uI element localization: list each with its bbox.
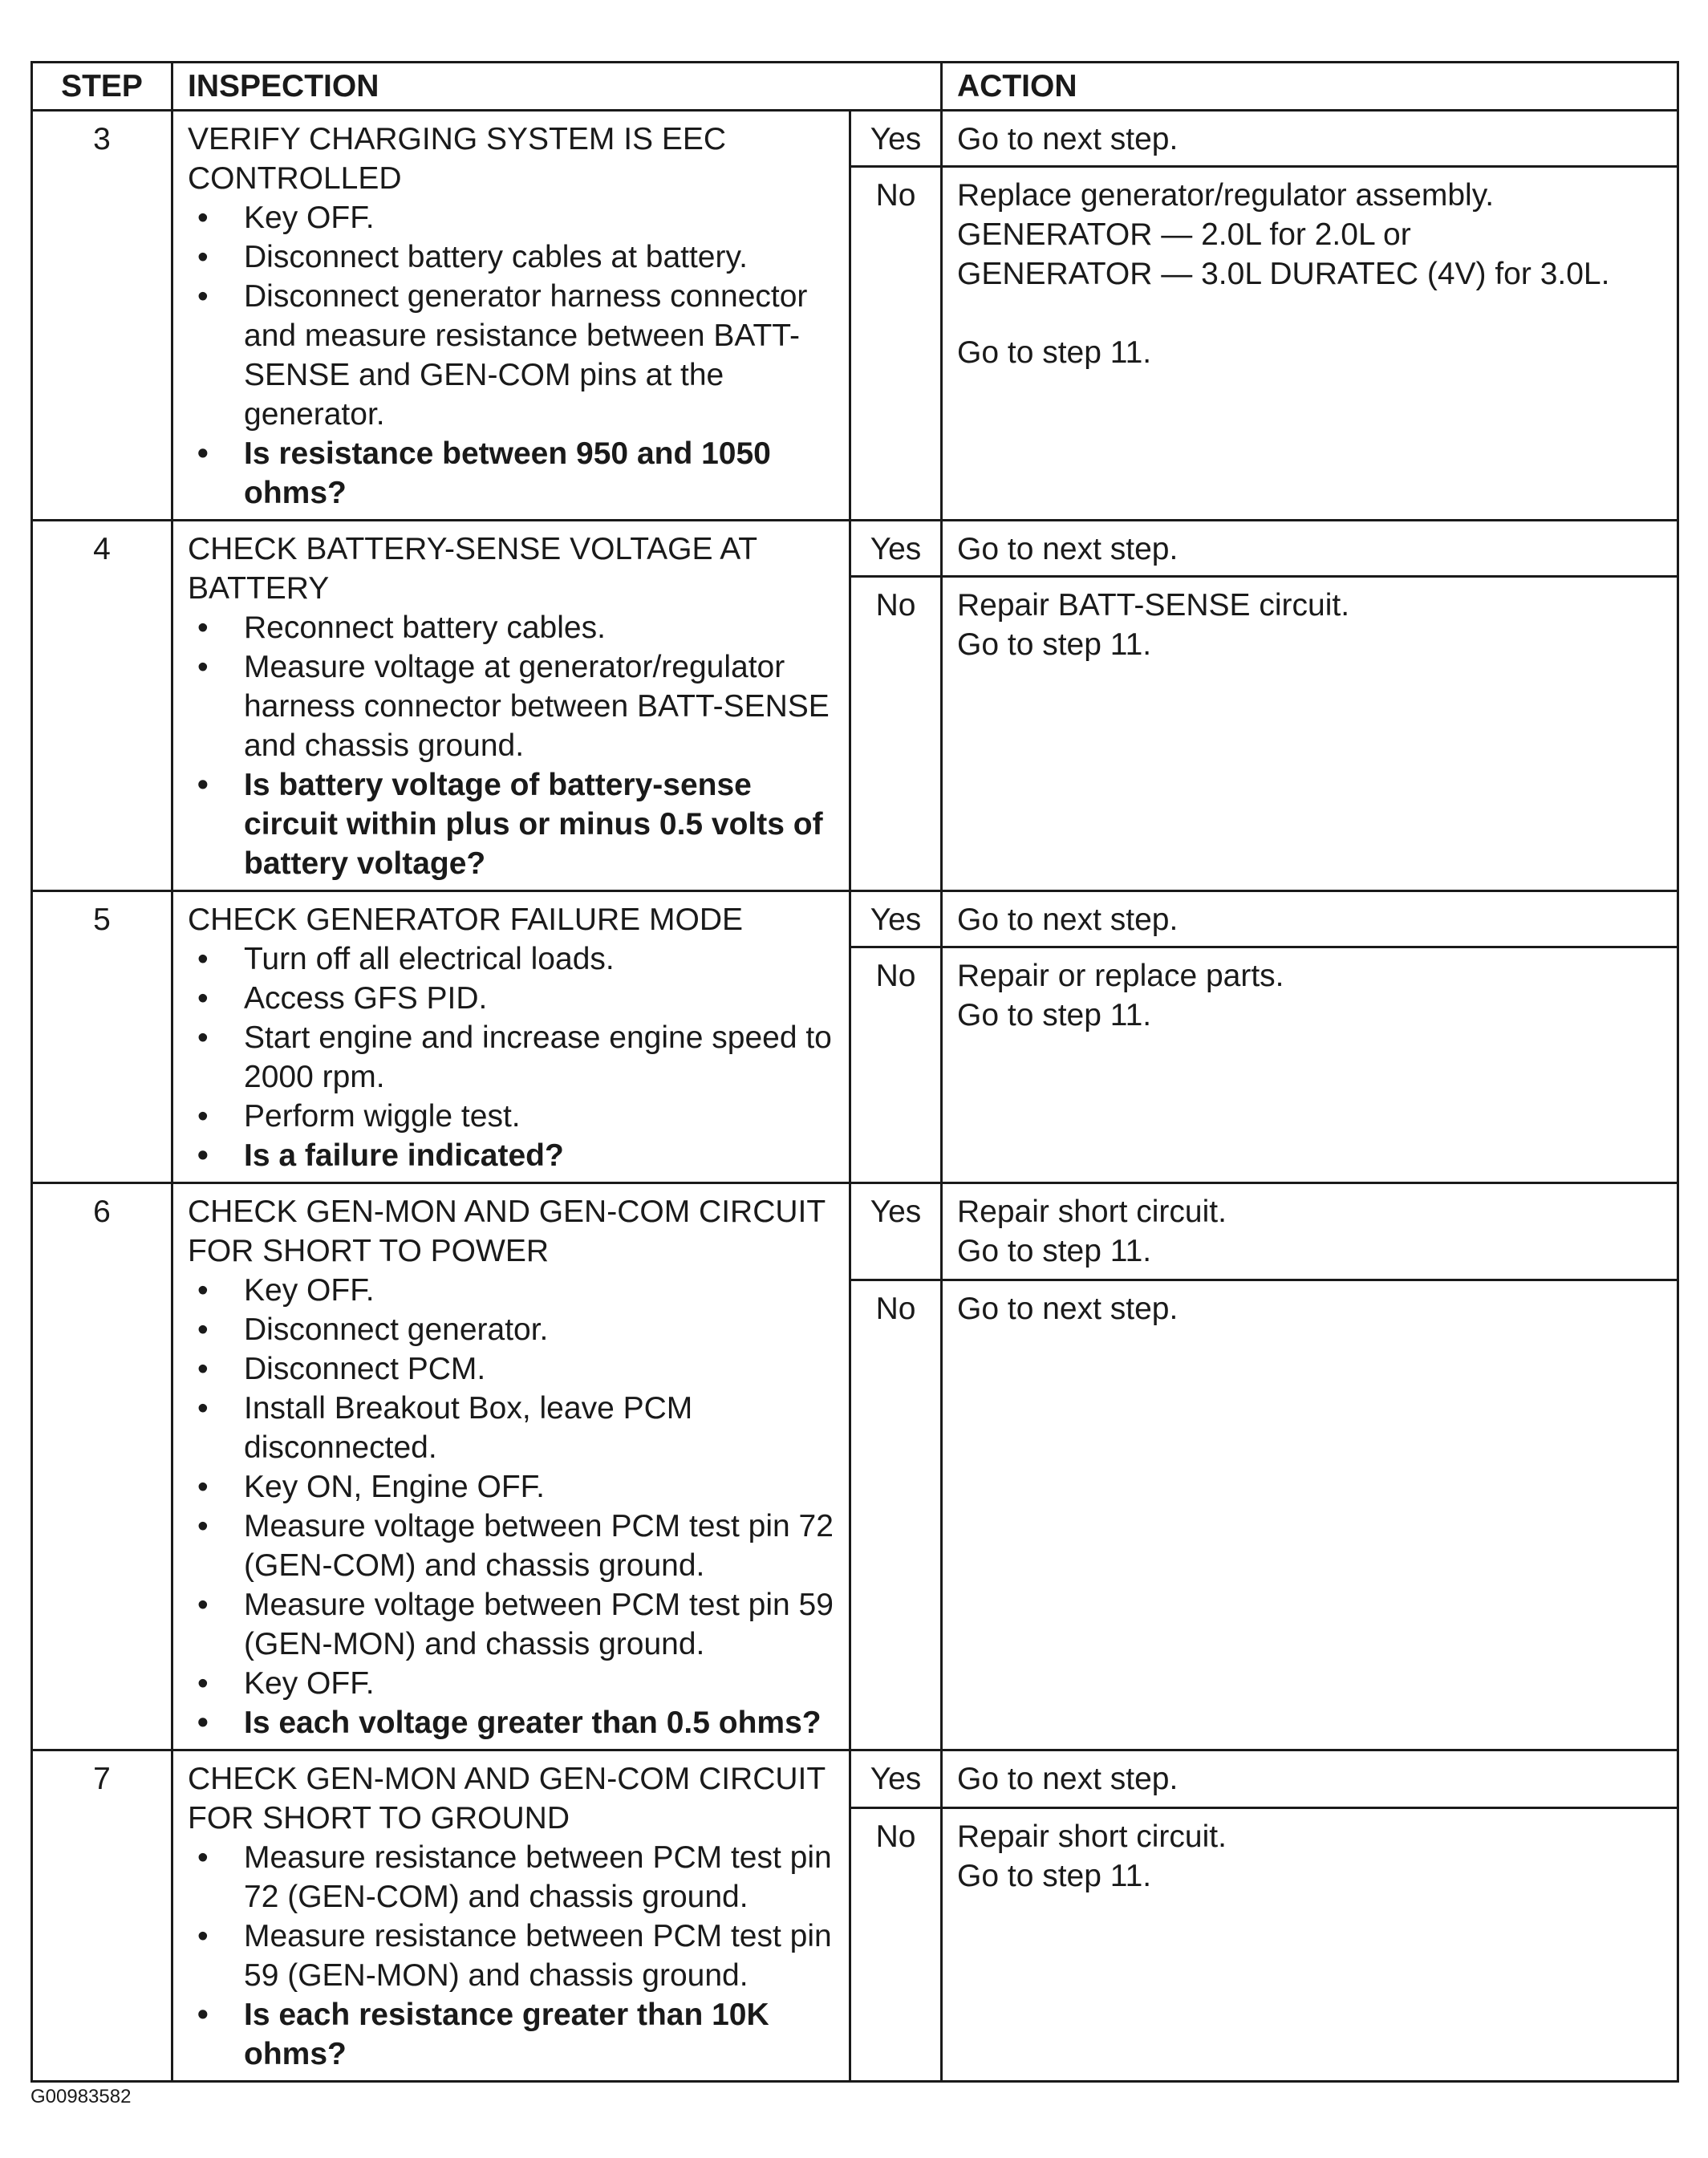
step-number: 3 <box>32 111 172 521</box>
inspection-step: • Disconnect generator harness connector and measure resistance between BATT-SENSE and GEN-COM pins at the generator. <box>188 277 834 434</box>
table-row <box>32 111 1678 167</box>
no-action <box>942 1280 1678 1750</box>
inspection-question: • Is resistance between 950 and 1050 ohms? <box>188 434 834 513</box>
no-label: No <box>850 577 942 891</box>
yes-action <box>942 1750 1678 1808</box>
yes-label: Yes <box>850 1750 942 1808</box>
inspection-question: • Is each resistance greater than 10K ohms? <box>188 1995 834 2074</box>
inspection-steps <box>188 1838 834 2074</box>
inspection-title: CHECK GENERATOR FAILURE MODE <box>188 903 744 937</box>
inspection-title: CHECK BATTERY-SENSE VOLTAGE AT BATTERY <box>188 532 757 606</box>
action-line: Go to next step. <box>957 1292 1179 1327</box>
inspection-step: • Perform wiggle test. <box>188 1097 834 1136</box>
yes-action <box>942 521 1678 577</box>
inspection-step: • Access GFS PID. <box>188 979 834 1018</box>
no-label: No <box>850 947 942 1183</box>
no-label: No <box>850 1280 942 1750</box>
inspection-step: • Key OFF. <box>188 1664 834 1703</box>
inspection-step: • Key OFF. <box>188 198 834 237</box>
inspection-steps <box>188 608 834 883</box>
inspection-step: • Reconnect battery cables. <box>188 608 834 647</box>
action-line: Repair short circuit. <box>957 1195 1227 1229</box>
no-label: No <box>850 1808 942 2082</box>
table-body <box>32 111 1678 2082</box>
inspection-title: VERIFY CHARGING SYSTEM IS EEC CONTROLLED <box>188 122 727 196</box>
action-line: Go to step 11. <box>957 1859 1152 1894</box>
inspection-title: CHECK GEN-MON AND GEN-COM CIRCUIT FOR SHORT TO POWER <box>188 1195 826 1268</box>
table-row <box>32 1750 1678 1808</box>
inspection-step: • Key OFF. <box>188 1271 834 1310</box>
inspection-step: • Key ON, Engine OFF. <box>188 1467 834 1507</box>
inspection-title: CHECK GEN-MON AND GEN-COM CIRCUIT FOR SHORT TO GROUND <box>188 1762 826 1836</box>
inspection-step: • Disconnect generator. <box>188 1310 834 1349</box>
inspection-question: • Is battery voltage of battery-sense circuit within plus or minus 0.5 volts of battery voltage? <box>188 765 834 883</box>
action-line: Go to next step. <box>957 122 1179 156</box>
header-inspection: INSPECTION <box>172 63 942 111</box>
step-number: 6 <box>32 1183 172 1750</box>
step-number: 7 <box>32 1750 172 2082</box>
action-line: Go to step 11. <box>957 998 1152 1033</box>
action-line: Repair BATT-SENSE circuit. <box>957 588 1350 623</box>
action-line: Go to step 11. <box>957 627 1152 662</box>
inspection-cell <box>172 1750 850 2082</box>
inspection-step: • Start engine and increase engine speed to 2000 rpm. <box>188 1018 834 1097</box>
action-line: Replace generator/regulator assembly. <box>957 178 1495 213</box>
yes-action <box>942 1183 1678 1280</box>
no-action <box>942 947 1678 1183</box>
inspection-steps <box>188 198 834 513</box>
action-line: Go to step 11. <box>957 335 1152 371</box>
action-line: GENERATOR — 2.0L for 2.0L or <box>957 217 1411 253</box>
yes-label: Yes <box>850 1183 942 1280</box>
action-line: Go to next step. <box>957 1762 1179 1796</box>
action-line: Go to next step. <box>957 532 1179 566</box>
diagnostic-table <box>30 61 1679 2083</box>
inspection-step: • Install Breakout Box, leave PCM disconnected. <box>188 1389 834 1467</box>
yes-action <box>942 111 1678 167</box>
action-line <box>957 294 1662 333</box>
header-step: STEP <box>32 63 172 111</box>
inspection-step: • Measure resistance between PCM test pin 59 (GEN-MON) and chassis ground. <box>188 1917 834 1995</box>
inspection-step: • Measure voltage between PCM test pin 59 (GEN-MON) and chassis ground. <box>188 1585 834 1664</box>
step-number: 5 <box>32 891 172 1183</box>
inspection-question: • Is a failure indicated? <box>188 1136 834 1175</box>
action-line: Go to step 11. <box>957 1234 1152 1268</box>
no-action <box>942 167 1678 521</box>
no-label: No <box>850 167 942 521</box>
step-number: 4 <box>32 521 172 891</box>
yes-action <box>942 891 1678 947</box>
header-action: ACTION <box>942 63 1678 111</box>
no-action <box>942 1808 1678 2082</box>
table-row <box>32 521 1678 577</box>
inspection-step: • Measure voltage at generator/regulator harness connector between BATT-SENSE and chassis ground. <box>188 647 834 765</box>
inspection-cell <box>172 1183 850 1750</box>
yes-label: Yes <box>850 111 942 167</box>
inspection-cell <box>172 891 850 1183</box>
inspection-cell <box>172 521 850 891</box>
header-row <box>32 63 1678 111</box>
inspection-question: • Is each voltage greater than 0.5 ohms? <box>188 1703 834 1742</box>
yes-label: Yes <box>850 891 942 947</box>
inspection-steps <box>188 939 834 1175</box>
action-line: GENERATOR — 3.0L DURATEC (4V) for 3.0L. <box>957 257 1610 292</box>
figure-id: G00983582 <box>30 2086 132 2107</box>
inspection-steps <box>188 1271 834 1742</box>
inspection-step: • Disconnect PCM. <box>188 1349 834 1389</box>
action-line: Go to next step. <box>957 903 1179 937</box>
inspection-step: • Measure resistance between PCM test pin 72 (GEN-COM) and chassis ground. <box>188 1838 834 1917</box>
table-row <box>32 1183 1678 1280</box>
inspection-step: • Measure voltage between PCM test pin 72 (GEN-COM) and chassis ground. <box>188 1507 834 1585</box>
inspection-cell <box>172 111 850 521</box>
inspection-step: • Turn off all electrical loads. <box>188 939 834 979</box>
no-action <box>942 577 1678 891</box>
yes-label: Yes <box>850 521 942 577</box>
action-line: Repair short circuit. <box>957 1819 1227 1855</box>
inspection-step: • Disconnect battery cables at battery. <box>188 237 834 277</box>
action-line: Repair or replace parts. <box>957 959 1284 994</box>
table-row <box>32 891 1678 947</box>
